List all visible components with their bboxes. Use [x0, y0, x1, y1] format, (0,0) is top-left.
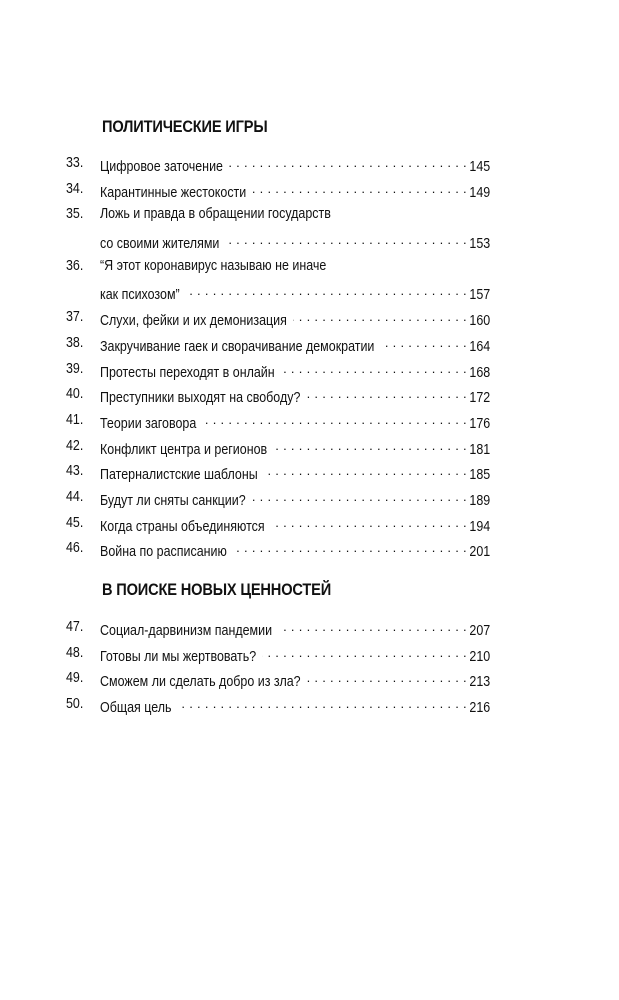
toc-entry — [66, 361, 490, 387]
toc-entry-number: 46. — [66, 540, 84, 557]
toc-entry-title: Будут ли сняты санкции? — [100, 492, 246, 509]
toc-entry-number: 41. — [66, 411, 84, 428]
toc-entry-title: Сможем ли сделать добро из зла? — [100, 674, 301, 691]
toc-page-number: 185 — [469, 467, 490, 484]
toc-page-number: 201 — [469, 544, 490, 561]
toc-page-number: 176 — [469, 415, 490, 432]
toc-entry-line — [100, 619, 490, 639]
toc-entry-number: 34. — [66, 180, 84, 197]
toc-page-number: 149 — [469, 184, 490, 201]
toc-entry-number: 35. — [66, 206, 84, 223]
toc-dot-leader — [264, 463, 467, 479]
toc-dot-leader — [281, 361, 467, 377]
toc-entry-title: Преступники выходят на свободу? — [100, 390, 301, 407]
toc-entry — [66, 463, 490, 489]
toc-page-number: 207 — [469, 623, 490, 639]
toc-entry — [66, 412, 490, 438]
toc-entry-title: Слухи, фейки и их демонизация — [100, 313, 287, 330]
toc-entry-line — [100, 155, 490, 175]
toc-entry-title: Социал-дарвинизм пандемии — [100, 623, 273, 639]
toc-dot-leader — [178, 696, 467, 712]
toc-entry-number: 50. — [66, 696, 84, 713]
toc-entry — [66, 645, 490, 671]
toc-dot-leader — [307, 670, 467, 686]
toc-dot-leader — [225, 232, 467, 248]
toc-entry — [66, 540, 490, 566]
section-title-political-games: ПОЛИТИЧЕСКИЕ ИГРЫ — [102, 117, 268, 136]
toc-entry-line — [100, 540, 490, 560]
toc-entry-number: 40. — [66, 386, 84, 403]
toc-entry-number: 42. — [66, 437, 84, 454]
toc-entry — [66, 258, 490, 284]
toc-dot-leader — [271, 515, 467, 531]
toc-entry-title: Когда страны объединяются — [100, 518, 265, 535]
toc-dot-leader — [306, 386, 467, 402]
toc-entry-title: Ложь и правда в обращении государств — [100, 206, 331, 223]
toc-list-new-values — [66, 619, 490, 722]
toc-dot-leader — [278, 619, 467, 635]
toc-entry-title: Протесты переходят в онлайн — [100, 364, 275, 381]
toc-entry-line — [100, 670, 490, 690]
toc-entry-number: 47. — [66, 619, 84, 635]
toc-dot-leader — [293, 309, 467, 325]
toc-entry-line — [100, 489, 490, 509]
toc-entry-number: 44. — [66, 488, 84, 505]
toc-entry-title: Война по расписанию — [100, 544, 227, 561]
toc-entry-line — [100, 515, 490, 535]
toc-page-number: 189 — [469, 492, 490, 509]
toc-page-number: 164 — [469, 338, 490, 355]
section-title-new-values: В ПОИСКЕ НОВЫХ ЦЕННОСТЕЙ — [102, 580, 332, 599]
toc-dot-leader — [232, 540, 467, 556]
toc-entry-line — [100, 232, 490, 252]
toc-entry-title: Готовы ли мы жертвовать? — [100, 648, 257, 665]
toc-dot-leader — [202, 412, 467, 428]
toc-entry-line — [100, 696, 490, 716]
toc-entry-line — [100, 645, 490, 665]
toc-entry — [66, 489, 490, 515]
toc-entry-line — [100, 438, 490, 458]
toc-entry-line — [100, 412, 490, 432]
toc-entry-number: 33. — [66, 155, 84, 171]
toc-entry-number: 49. — [66, 670, 84, 687]
toc-entry-number: 36. — [66, 257, 84, 274]
toc-entry — [66, 619, 490, 645]
toc-dot-leader — [380, 335, 467, 351]
toc-page-number: 213 — [469, 674, 490, 691]
toc-entry-title: Закручивание гаек и сворачивание демократии — [100, 338, 375, 355]
toc-entry-number: 45. — [66, 514, 84, 531]
toc-dot-leader — [229, 155, 467, 171]
toc-entry-number: 48. — [66, 644, 84, 661]
toc-entry-line — [100, 283, 490, 303]
toc-entry — [66, 670, 490, 696]
toc-entry — [66, 335, 490, 361]
toc-entry-line — [100, 309, 490, 329]
toc-entry-line — [100, 386, 490, 406]
toc-entry — [66, 386, 490, 412]
toc-page-number: 145 — [469, 159, 490, 175]
toc-page-number: 194 — [469, 518, 490, 535]
toc-entry — [66, 438, 490, 464]
toc-entry — [66, 696, 490, 722]
toc-entry — [66, 206, 490, 232]
toc-entry-title: Цифровое заточение — [100, 159, 223, 175]
toc-entry — [66, 309, 490, 335]
toc-entry — [66, 515, 490, 541]
toc-page-number: 181 — [469, 441, 490, 458]
toc-dot-leader — [252, 489, 467, 505]
toc-page-number: 168 — [469, 364, 490, 381]
toc-entry-number: 37. — [66, 309, 84, 326]
toc-page-number: 153 — [469, 236, 490, 253]
toc-entry-title: как психозом” — [100, 287, 180, 304]
toc-entry-title: со своими жителями — [100, 236, 220, 253]
toc-entry-title: Конфликт центра и регионов — [100, 441, 268, 458]
toc-entry-title: Патерналистские шаблоны — [100, 467, 258, 484]
toc-dot-leader — [252, 181, 467, 197]
toc-entry-number: 39. — [66, 360, 84, 377]
toc-page-number: 157 — [469, 287, 490, 304]
toc-entry — [66, 181, 490, 207]
toc-entry-line — [100, 463, 490, 483]
toc-entry-continuation — [66, 283, 490, 309]
toc-dot-leader — [185, 283, 467, 299]
toc-entry-line — [100, 335, 490, 355]
toc-page-number: 160 — [469, 313, 490, 330]
toc-list-political-games — [66, 155, 490, 566]
toc-entry-number: 38. — [66, 334, 84, 351]
toc-entry-line — [100, 361, 490, 381]
toc-entry-continuation — [66, 232, 490, 258]
toc-dot-leader — [262, 645, 467, 661]
toc-entry-title: Теории заговора — [100, 415, 197, 432]
toc-entry-title: “Я этот коронавирус называю не иначе — [100, 257, 327, 274]
toc-entry-title: Общая цель — [100, 700, 172, 717]
toc-entry — [66, 155, 490, 181]
toc-page-number: 172 — [469, 390, 490, 407]
toc-entry-line — [100, 181, 490, 201]
toc-page-number: 210 — [469, 648, 490, 665]
toc-dot-leader — [274, 438, 467, 454]
toc-entry-number: 43. — [66, 463, 84, 480]
toc-entry-title: Карантинные жестокости — [100, 184, 247, 201]
toc-page-number: 216 — [469, 700, 490, 717]
